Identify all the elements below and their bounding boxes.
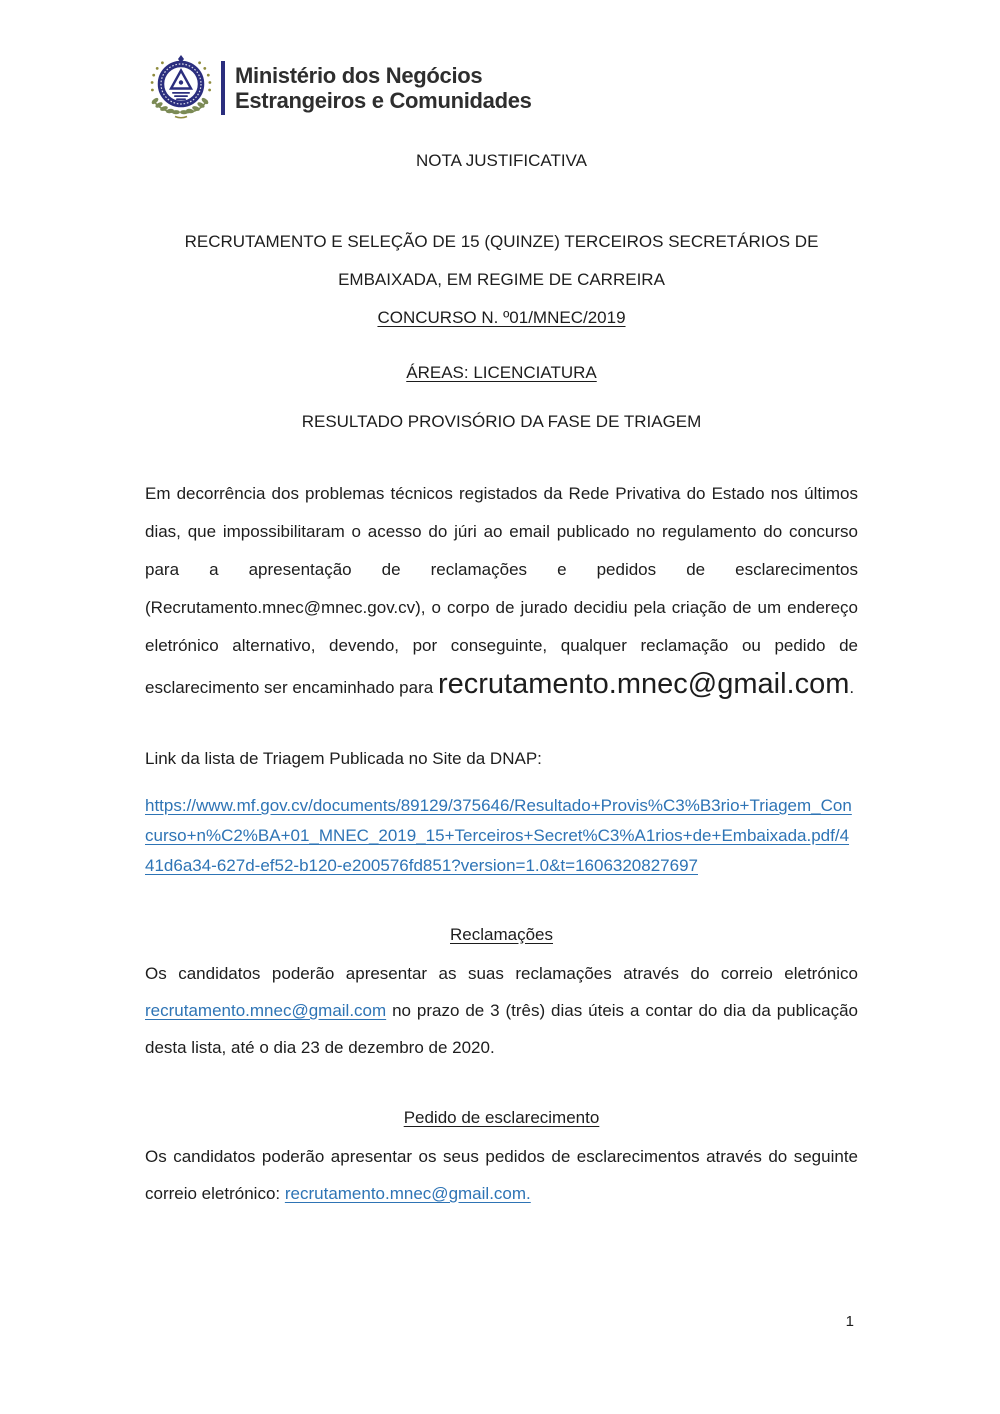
ministry-name <box>235 63 532 113</box>
page-number: 1 <box>845 1313 854 1330</box>
reclamacoes-heading: Reclamações <box>450 925 553 944</box>
esclarecimento-text-before: Os candidatos poderão apresentar os seus pedidos de esclarecimentos através do seguinte correio eletrónico: <box>145 1147 858 1203</box>
title-block <box>145 223 858 337</box>
reclamacoes-email-link[interactable]: recrutamento.mnec@gmail.com <box>145 1001 387 1020</box>
ministry-name-line1: Ministério dos Negócios <box>235 62 483 88</box>
document-body <box>145 151 858 1212</box>
recruitment-title: RECRUTAMENTO E SELEÇÃO DE 15 (QUINZE) TERCEIROS SECRETÁRIOS DE EMBAIXADA, EM REGIME DE CARREIRA <box>184 232 819 289</box>
dnap-link-wrap <box>145 791 858 881</box>
esclarecimento-heading-wrap <box>145 1106 858 1130</box>
esclarecimento-heading: Pedido de esclarecimento <box>403 1108 600 1127</box>
reclamacoes-text-after: no prazo de 3 (três) dias úteis a contar do dia da publicação desta lista, até o dia 23 de dezembro de 2020. <box>145 1001 858 1057</box>
doc-title: NOTA JUSTIFICATIVA <box>416 151 587 170</box>
intro-paragraph <box>145 475 858 707</box>
dnap-link-label: Link da lista de Triagem Publicada no Site da DNAP: <box>145 749 542 768</box>
reclamacoes-text-before: Os candidatos poderão apresentar as suas reclamações através do correio eletrónico <box>145 964 858 983</box>
dnap-result-link[interactable]: https://www.mf.gov.cv/documents/89129/375646/Resultado+Provis%C3%B3rio+Triagem_Concurso+n%C2%BA+01_MNEC_2019_15+Terceiros+Secret%C3%A1rios+de+Embaixada.pdf/441d6a34-627d-ef52-b120-e200576fd851?version=1.0&t=1606320827697 <box>145 796 852 875</box>
alternative-email-text: recrutamento.mnec@gmail.com <box>437 668 850 700</box>
reclamacoes-heading-wrap <box>145 923 858 947</box>
letterhead-divider <box>221 61 225 115</box>
areas-heading: ÁREAS: LICENCIATURA <box>406 363 597 382</box>
intro-text: Em decorrência dos problemas técnicos registados da Rede Privativa do Estado nos últimos dias, que impossibilitaram o acesso do júri ao email publicado no regulamento do concurso para a apresentação de reclamações e pedidos de esclarecimentos (Recrutamento.mnec@mnec.gov.cv), o corpo de jurado decidiu pela criação de um endereço eletrónico alternativo, devendo, por conseguinte, qualquer reclamação ou pedido de esclarecimento ser encaminhado para <box>145 484 858 697</box>
esclarecimento-email-link[interactable]: recrutamento.mnec@gmail.com. <box>284 1184 531 1203</box>
result-heading: RESULTADO PROVISÓRIO DA FASE DE TRIAGEM <box>301 412 702 431</box>
cape-verde-coat-of-arms-icon <box>145 54 215 121</box>
intro-period: . <box>849 678 855 697</box>
letterhead <box>145 54 1000 121</box>
contest-number: CONCURSO N. º01/MNEC/2019 <box>377 308 626 327</box>
reclamacoes-paragraph <box>145 955 858 1066</box>
esclarecimento-paragraph <box>145 1138 858 1212</box>
ministry-name-line2: Estrangeiros e Comunidades <box>235 87 532 113</box>
